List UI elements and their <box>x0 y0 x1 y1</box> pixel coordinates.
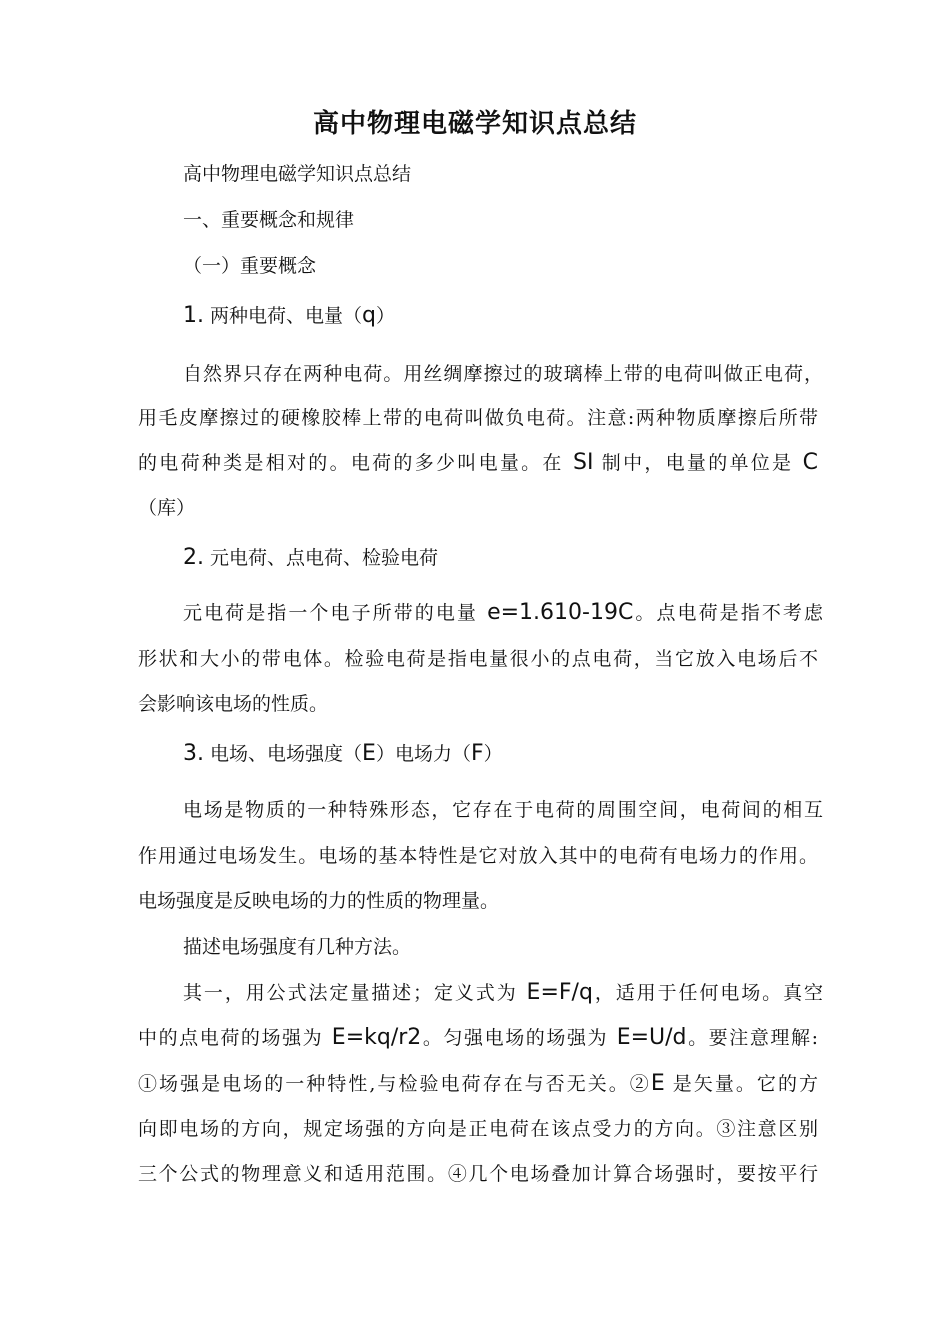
paragraph-line: 电场是物质的一种特殊形态，它存在于电荷的周围空间，电荷间的相互 <box>183 799 823 821</box>
paragraph-line: 用毛皮摩擦过的硬橡胶棒上带的电荷叫做负电荷。注意:两种物质摩擦后所带 <box>138 407 818 429</box>
item-heading-2: 2. 元电荷、点电荷、检验电荷 <box>183 545 439 570</box>
paragraph-line: 的电荷种类是相对的。电荷的多少叫电量。在 SI 制中，电量的单位是 C <box>138 450 818 475</box>
paragraph-line: 描述电场强度有几种方法。 <box>183 936 412 958</box>
intro-line: 高中物理电磁学知识点总结 <box>183 163 412 185</box>
paragraph-line: 中的点电荷的场强为 E=kq/r2。匀强电场的场强为 E=U/d。要注意理解: <box>138 1025 818 1050</box>
item-heading-1: 1. 两种电荷、电量（q） <box>183 303 396 328</box>
paragraph-line: 三个公式的物理意义和适用范围。④几个电场叠加计算合场强时，要按平行 <box>138 1163 818 1185</box>
paragraph-line: 电场强度是反映电场的力的性质的物理量。 <box>138 890 500 912</box>
document-title: 高中物理电磁学知识点总结 <box>312 109 637 139</box>
paragraph-line: 向即电场的方向，规定场强的方向是正电荷在该点受力的方向。③注意区别 <box>138 1118 818 1140</box>
paragraph-line: （库） <box>138 497 196 519</box>
subsection-heading: （一）重要概念 <box>183 255 317 277</box>
paragraph-line: 其一，用公式法定量描述；定义式为 E=F/q，适用于任何电场。真空 <box>183 980 823 1005</box>
paragraph-line: ①场强是电场的一种特性,与检验电荷存在与否无关。②E 是矢量。它的方 <box>138 1071 818 1096</box>
paragraph-line: 会影响该电场的性质。 <box>138 693 329 715</box>
paragraph-line: 自然界只存在两种电荷。用丝绸摩擦过的玻璃棒上带的电荷叫做正电荷， <box>183 363 823 385</box>
paragraph-line: 作用通过电场发生。电场的基本特性是它对放入其中的电荷有电场力的作用。 <box>138 845 818 867</box>
item-heading-3: 3. 电场、电场强度（E）电场力（F） <box>183 741 503 766</box>
paragraph-line: 元电荷是指一个电子所带的电量 e=1.610-19C。点电荷是指不考虑 <box>183 600 823 625</box>
paragraph-line: 形状和大小的带电体。检验电荷是指电量很小的点电荷，当它放入电场后不 <box>138 648 818 670</box>
section-heading: 一、重要概念和规律 <box>183 209 355 231</box>
